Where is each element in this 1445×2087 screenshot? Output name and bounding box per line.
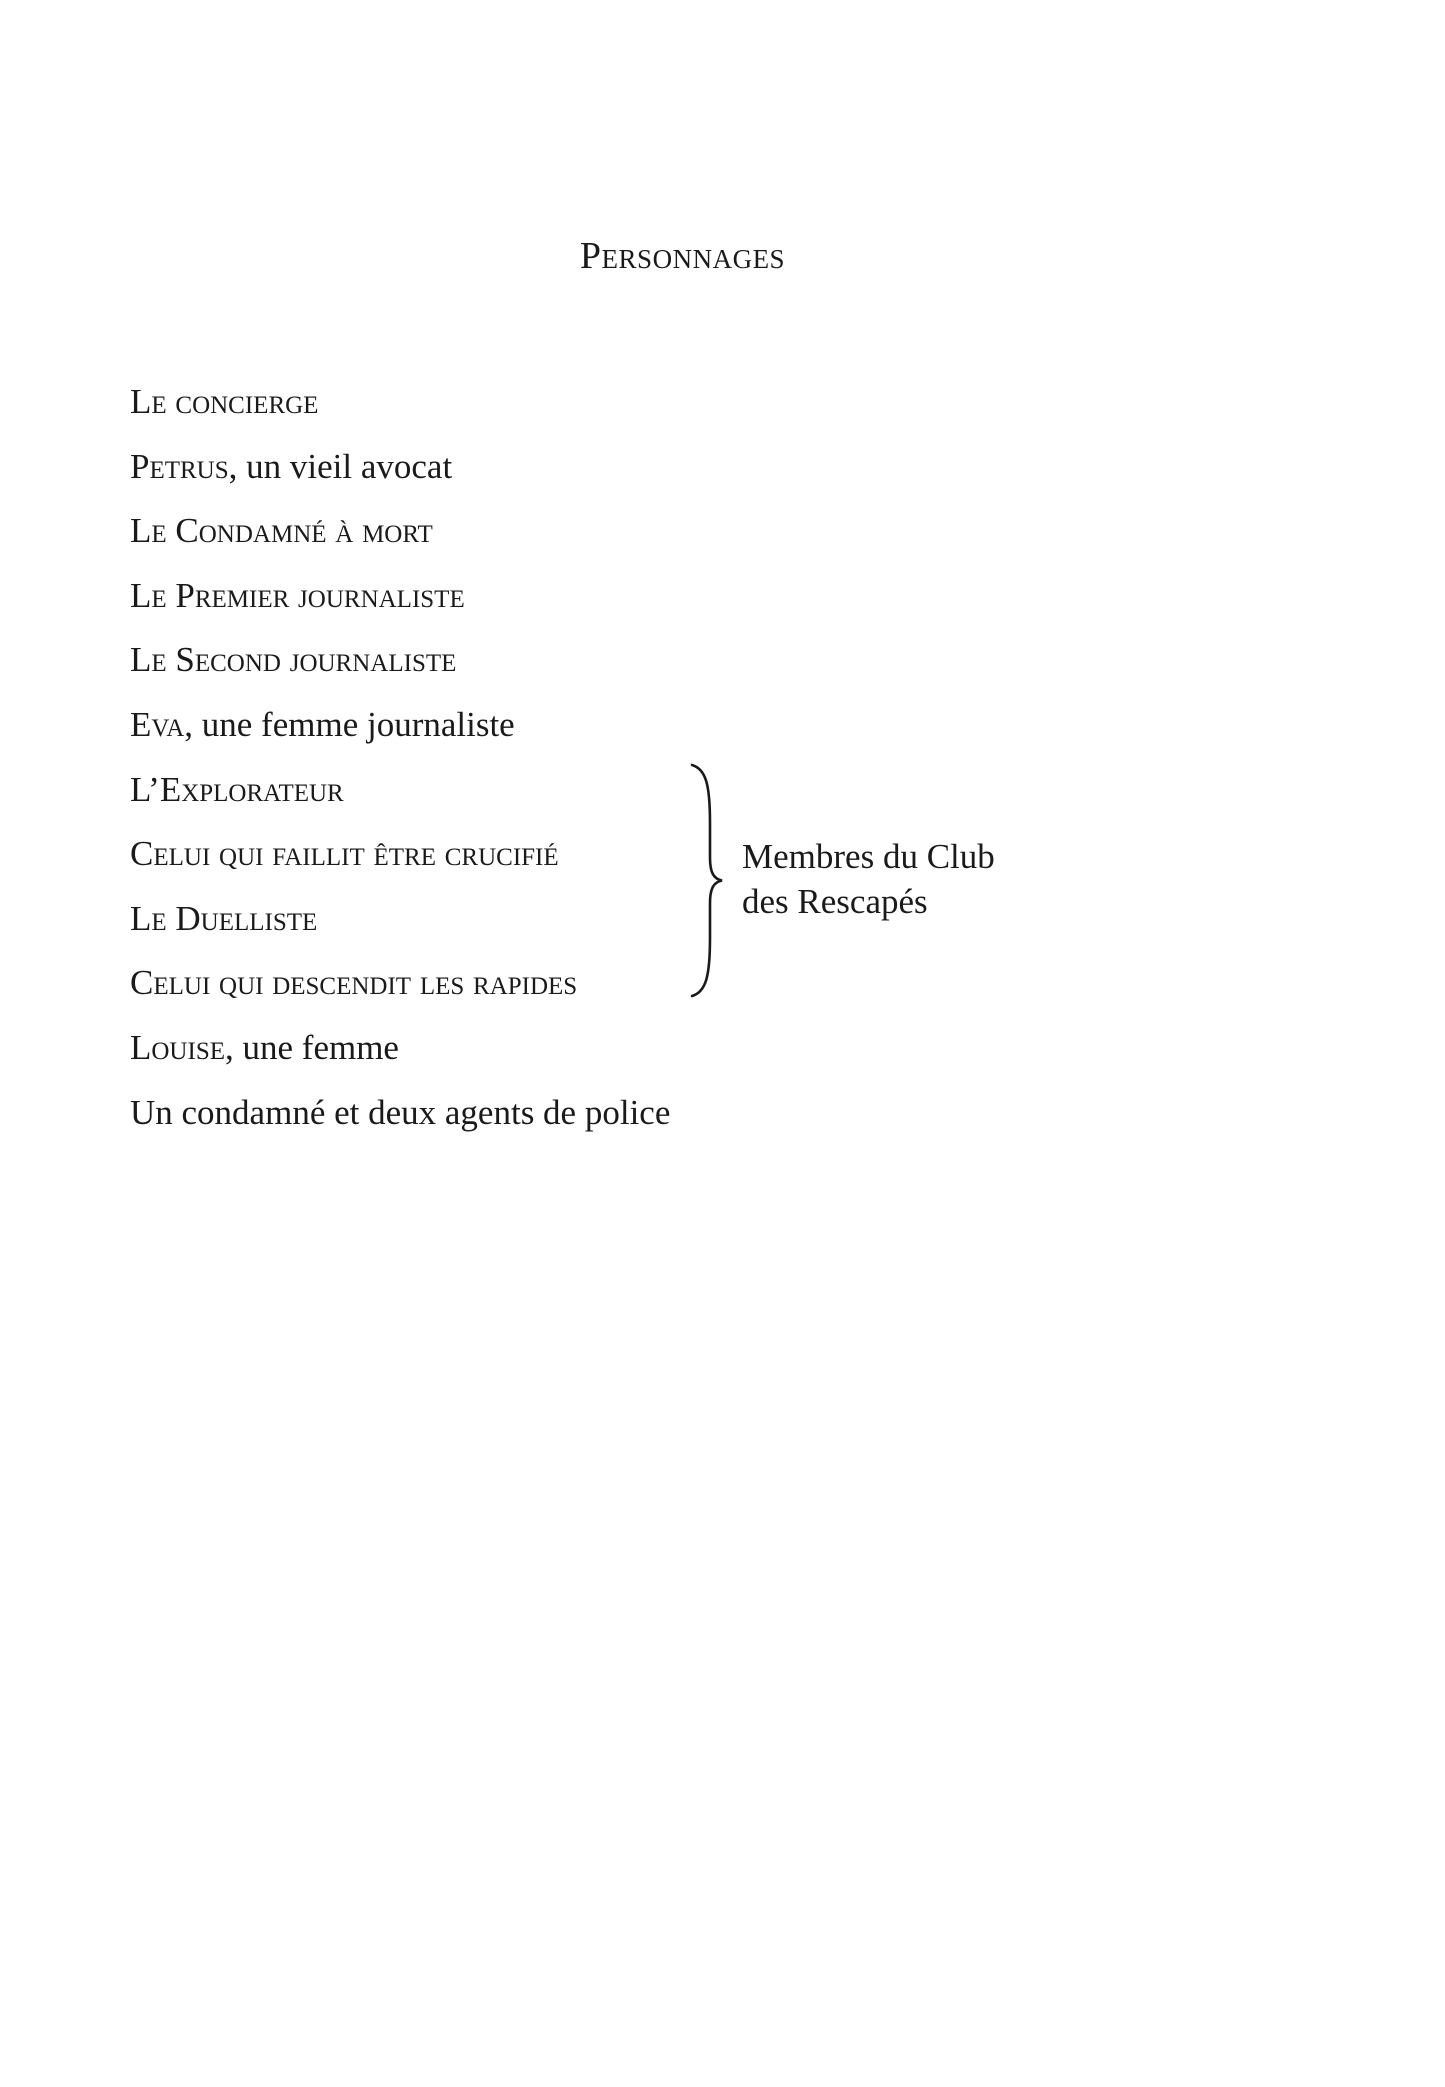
cast-description: Un condamné et deux agents de police: [130, 1092, 671, 1132]
cast-list: [130, 370, 670, 1145]
cast-item-extras: [130, 1081, 670, 1146]
cast-description: , une femme journaliste: [184, 704, 515, 744]
cast-item-crucifie: [130, 822, 670, 887]
cast-name: Celui qui descendit les rapides: [130, 963, 578, 1003]
cast-name: Petrus: [130, 446, 229, 486]
cast-item-explorateur: [130, 758, 670, 823]
cast-name: Le Condamné à mort: [130, 511, 433, 551]
cast-item-rapides: [130, 951, 670, 1016]
group-label: [742, 834, 995, 924]
cast-item-louise: [130, 1016, 670, 1081]
curly-brace-icon: [688, 763, 728, 998]
cast-name: Le Premier journaliste: [130, 575, 465, 615]
cast-name: Celui qui faillit être crucifié: [130, 834, 559, 874]
group-label-line-2: des Rescapés: [742, 882, 928, 921]
cast-description: , un vieil avocat: [228, 446, 453, 486]
cast-item-eva: [130, 693, 670, 758]
cast-item-condamne: [130, 499, 670, 564]
cast-item-second-journaliste: [130, 628, 670, 693]
cast-description: , une femme: [225, 1027, 399, 1067]
cast-name: Le Second journaliste: [130, 640, 457, 680]
cast-item-premier-journaliste: [130, 564, 670, 629]
page-title: Personnages: [579, 235, 786, 277]
cast-item-petrus: [130, 435, 670, 500]
cast-item-duelliste: [130, 887, 670, 952]
cast-name: Eva: [130, 704, 185, 744]
group-label-line-1: Membres du Club: [742, 837, 995, 876]
cast-name: Le concierge: [130, 382, 319, 421]
cast-name: Le Duelliste: [130, 898, 318, 938]
cast-name: L’Explorateur: [130, 769, 344, 809]
cast-name: Louise: [130, 1027, 225, 1067]
cast-item-concierge: [130, 370, 670, 435]
